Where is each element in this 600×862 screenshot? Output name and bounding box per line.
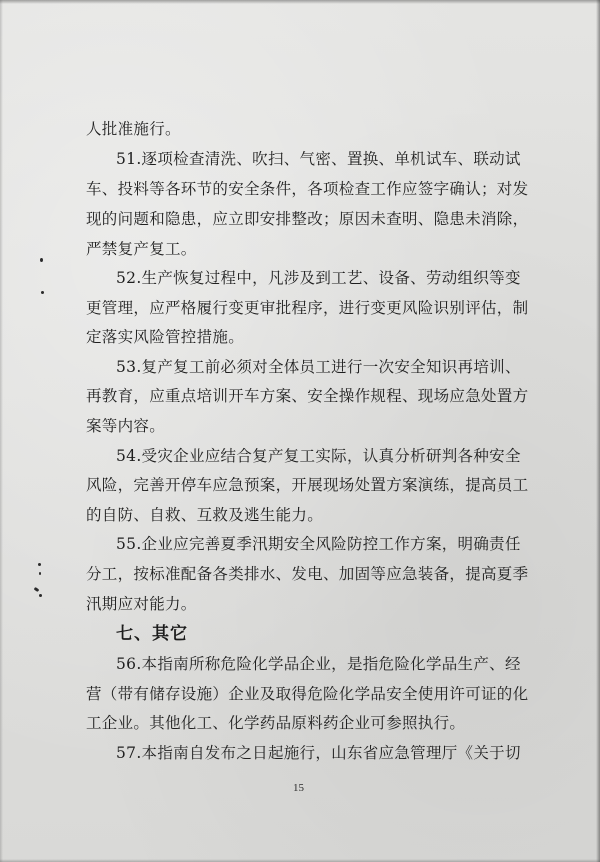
text-line: 营（带有储存设施）企业及取得危险化学品安全使用许可证的化 <box>86 685 529 703</box>
text-line: 分工，按标准配备各类排水、发电、加固等应急装备，提高夏季 <box>86 565 529 583</box>
page-number: 15 <box>293 782 304 794</box>
text-line: 人批准施行。 <box>86 120 181 138</box>
text-line: 现的问题和隐患，应立即安排整改；原因未查明、隐患未消除， <box>86 210 529 228</box>
text-line: 更管理，应严格履行变更审批程序，进行变更风险识别评估，制 <box>86 299 529 317</box>
scan-edge-top <box>0 0 600 4</box>
text-line: 再教育，应重点培训开车方案、安全操作规程、现场应急处置方 <box>86 387 529 405</box>
scan-speck <box>38 563 41 566</box>
text-line: 54.受灾企业应结合复产复工实际，认真分析研判各种安全 <box>116 447 521 465</box>
text-line: 52.生产恢复过程中，凡涉及到工艺、设备、劳动组织等变 <box>116 269 521 287</box>
text-line: 56.本指南所称危险化学品企业，是指危险化学品生产、经 <box>116 655 521 673</box>
text-line: 案等内容。 <box>86 417 166 435</box>
scan-speck <box>39 572 41 575</box>
text-line: 51.逐项检查清洗、吹扫、气密、置换、单机试车、联动试 <box>116 150 521 168</box>
scan-speck <box>34 587 40 592</box>
text-line: 的自防、自救、互救及逃生能力。 <box>86 506 324 524</box>
text-line: 车、投料等各环节的安全条件，各项检查工作应签字确认；对发 <box>86 180 529 198</box>
scan-speck <box>40 258 43 262</box>
text-line: 定落实风险管控措施。 <box>86 328 245 346</box>
scan-speck <box>39 594 42 597</box>
text-line: 汛期应对能力。 <box>86 595 197 613</box>
text-line: 风险，完善开停车应急预案，开展现场处置方案演练，提高员工 <box>86 476 529 494</box>
scan-edge-right <box>596 0 600 862</box>
text-line: 53.复产复工前必须对全体员工进行一次安全知识再培训、 <box>116 358 521 376</box>
text-line: 工企业。其他化工、化学药品原料药企业可参照执行。 <box>86 714 466 732</box>
text-line: 严禁复产复工。 <box>86 240 197 258</box>
section-heading: 七、其它 <box>116 624 188 644</box>
text-line: 57.本指南自发布之日起施行，山东省应急管理厅《关于切 <box>116 744 521 762</box>
scan-speck <box>41 291 44 294</box>
text-line: 55.企业应完善夏季汛期安全风险防控工作方案，明确责任 <box>116 535 521 553</box>
scan-edge-left <box>0 0 3 862</box>
